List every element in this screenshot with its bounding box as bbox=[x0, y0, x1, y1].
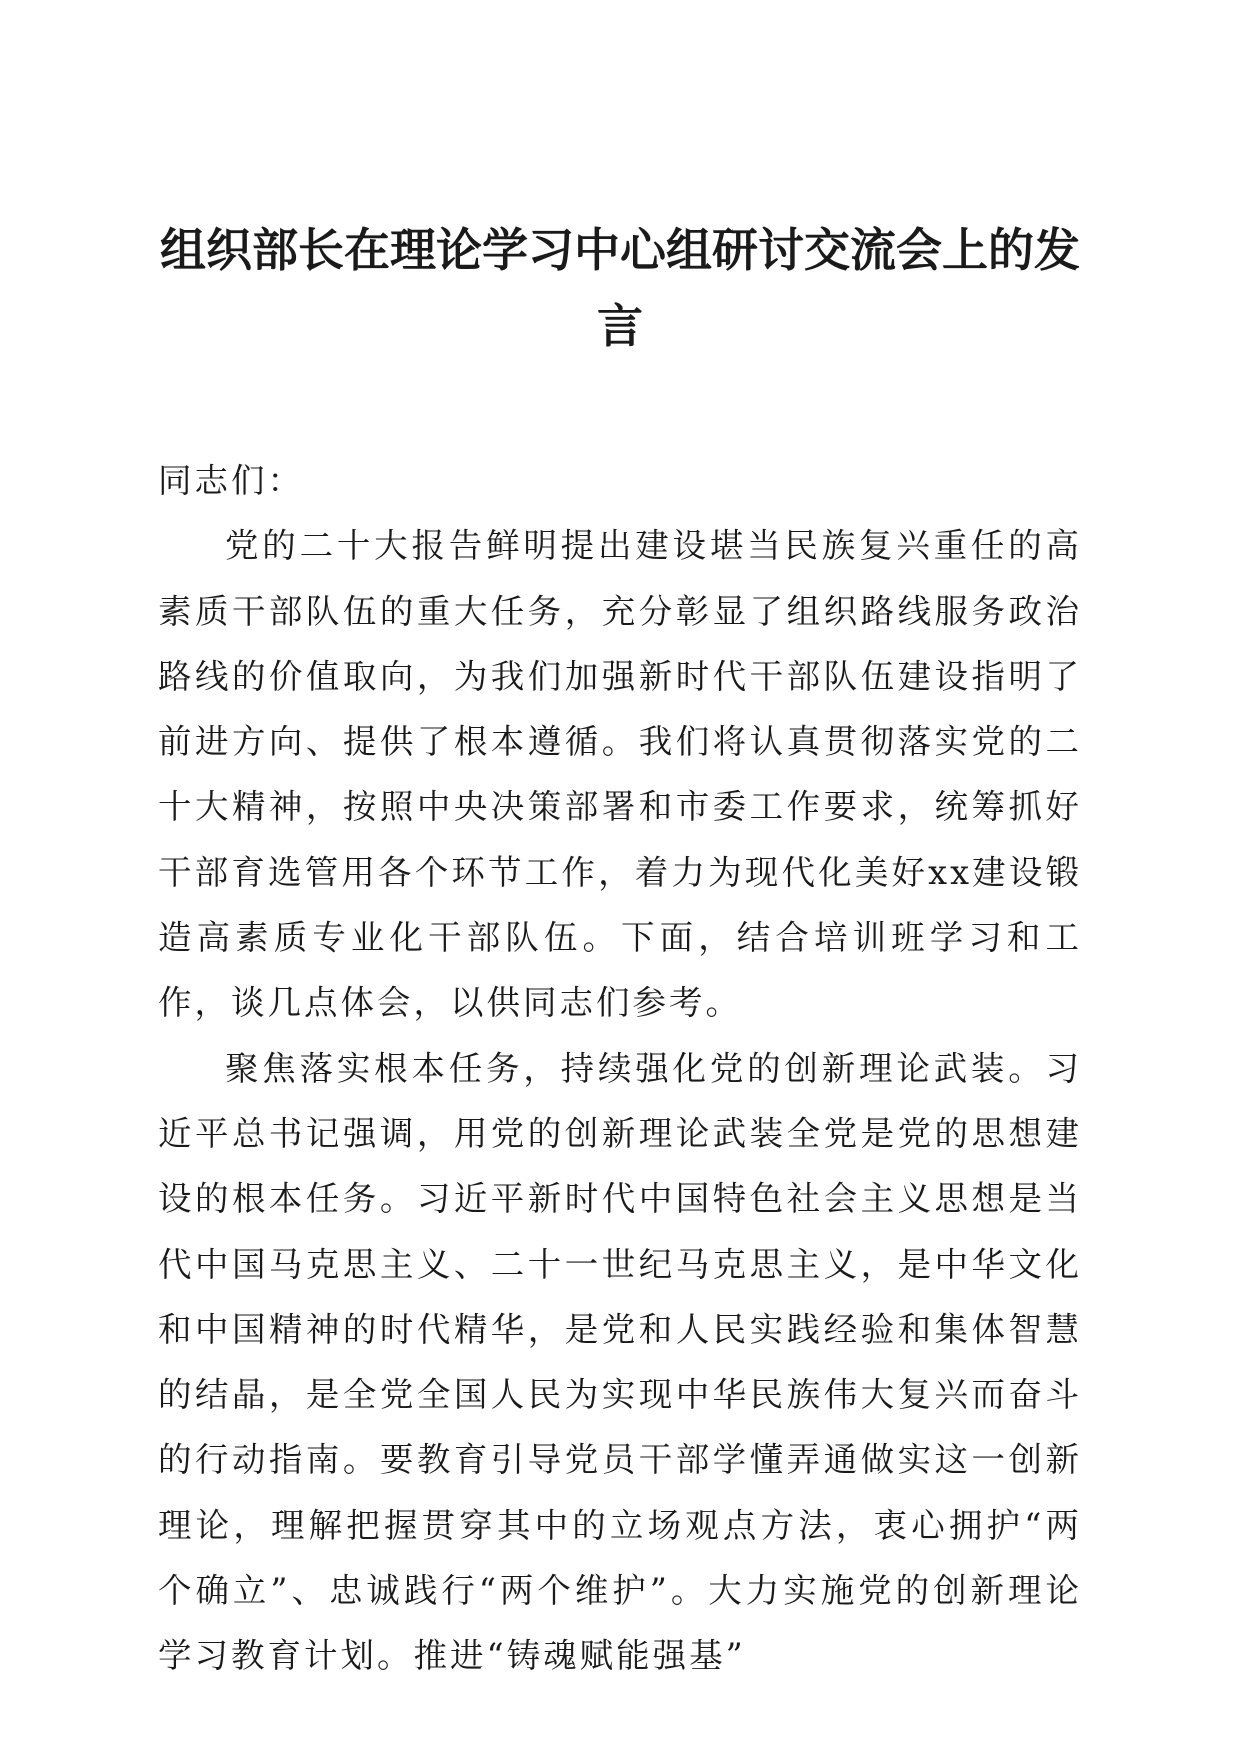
paragraph-intro: 党的二十大报告鲜明提出建设堪当民族复兴重任的高素质干部队伍的重大任务，充分彰显了组织路线服务政治路线的价值取向，为我们加强新时代干部队伍建设指明了前进方向、提供了根本遵循。我们将认真贯彻落实党的二十大精神，按照中央决策部署和市委工作要求，统筹抓好干部育选管用各个环节工作，着力为现代化美好xx建设锻造高素质专业化干部队伍。下面，结合培训班学习和工作，谈几点体会，以供同志们参考。 bbox=[158, 526, 1082, 1023]
document-body bbox=[158, 448, 1082, 1689]
document-title: 组织部长在理论学习中心组研讨交流会上的发言 bbox=[160, 223, 1080, 353]
salutation: 同志们： bbox=[158, 461, 304, 500]
paragraph-theory-arming: 聚焦落实根本任务，持续强化党的创新理论武装。习近平总书记强调，用党的创新理论武装全党是党的思想建设的根本任务。习近平新时代中国特色社会主义思想是当代中国马克思主义、二十一世纪马克思主义，是中华文化和中国精神的时代精华，是党和人民实践经验和集体智慧的结晶，是全党全国人民为实现中华民族伟大复兴而奋斗的行动指南。要教育引导党员干部学懂弄通做实这一创新理论，理解把握贯穿其中的立场观点方法，衷心拥护“两个确立”、忠诚践行“两个维护”。大力实施党的创新理论学习教育计划。推进“铸魂赋能强基” bbox=[158, 1048, 1082, 1676]
